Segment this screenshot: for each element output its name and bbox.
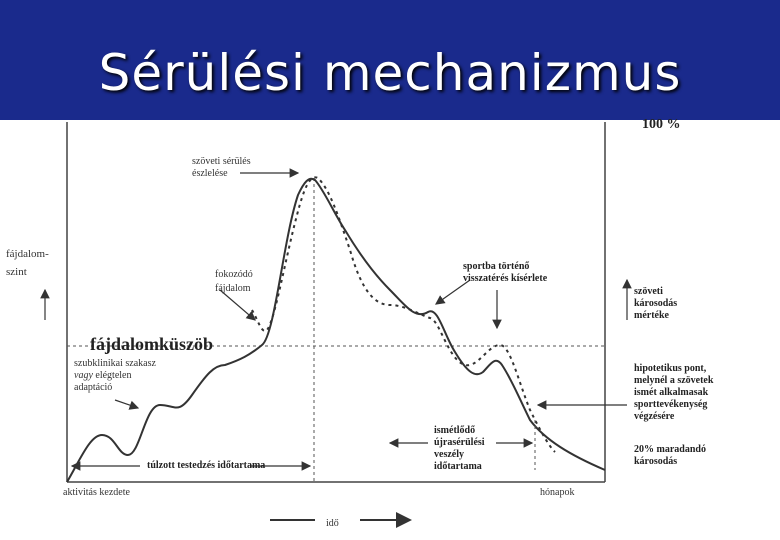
time-label: idő	[326, 518, 339, 529]
activity-start-label: aktivitás kezdete	[63, 487, 130, 498]
hypothetical-point-label: hipotetikus pont, melynél a szövetek ismét alkalmasak sporttevékenység végzésére	[634, 363, 714, 422]
top-percent-label: 100 %	[642, 117, 681, 132]
tissue-damage-label: szöveti károsodás mértéke	[634, 286, 678, 321]
sport-return-label: sportba történő visszatérés kísérlete	[463, 261, 548, 284]
slide-title: Sérülési mechanizmus	[98, 44, 682, 102]
hypothetical-curve	[252, 177, 555, 452]
arrow-subclinical	[115, 400, 138, 408]
months-label: hónapok	[540, 487, 575, 498]
increasing-pain-label: fokozódó fájdalom	[215, 269, 253, 294]
overtraining-label: túlzott testedzés időtartama	[147, 460, 266, 471]
actual-curve	[67, 179, 605, 482]
residual-damage-label: 20% maradandó károsodás	[634, 444, 706, 467]
subclinical-label: szubklinikai szakasz vagy elégtelen adaptáció	[74, 358, 156, 393]
injury-perception-label: szöveti sérülés észlelése	[192, 156, 251, 179]
pain-threshold-label: fájdalomküszöb	[90, 334, 214, 354]
pain-level-label: fájdalom- szint	[6, 248, 49, 278]
reinjury-risk-label: ismétlődő újrasérülési veszély időtartama	[434, 425, 485, 472]
